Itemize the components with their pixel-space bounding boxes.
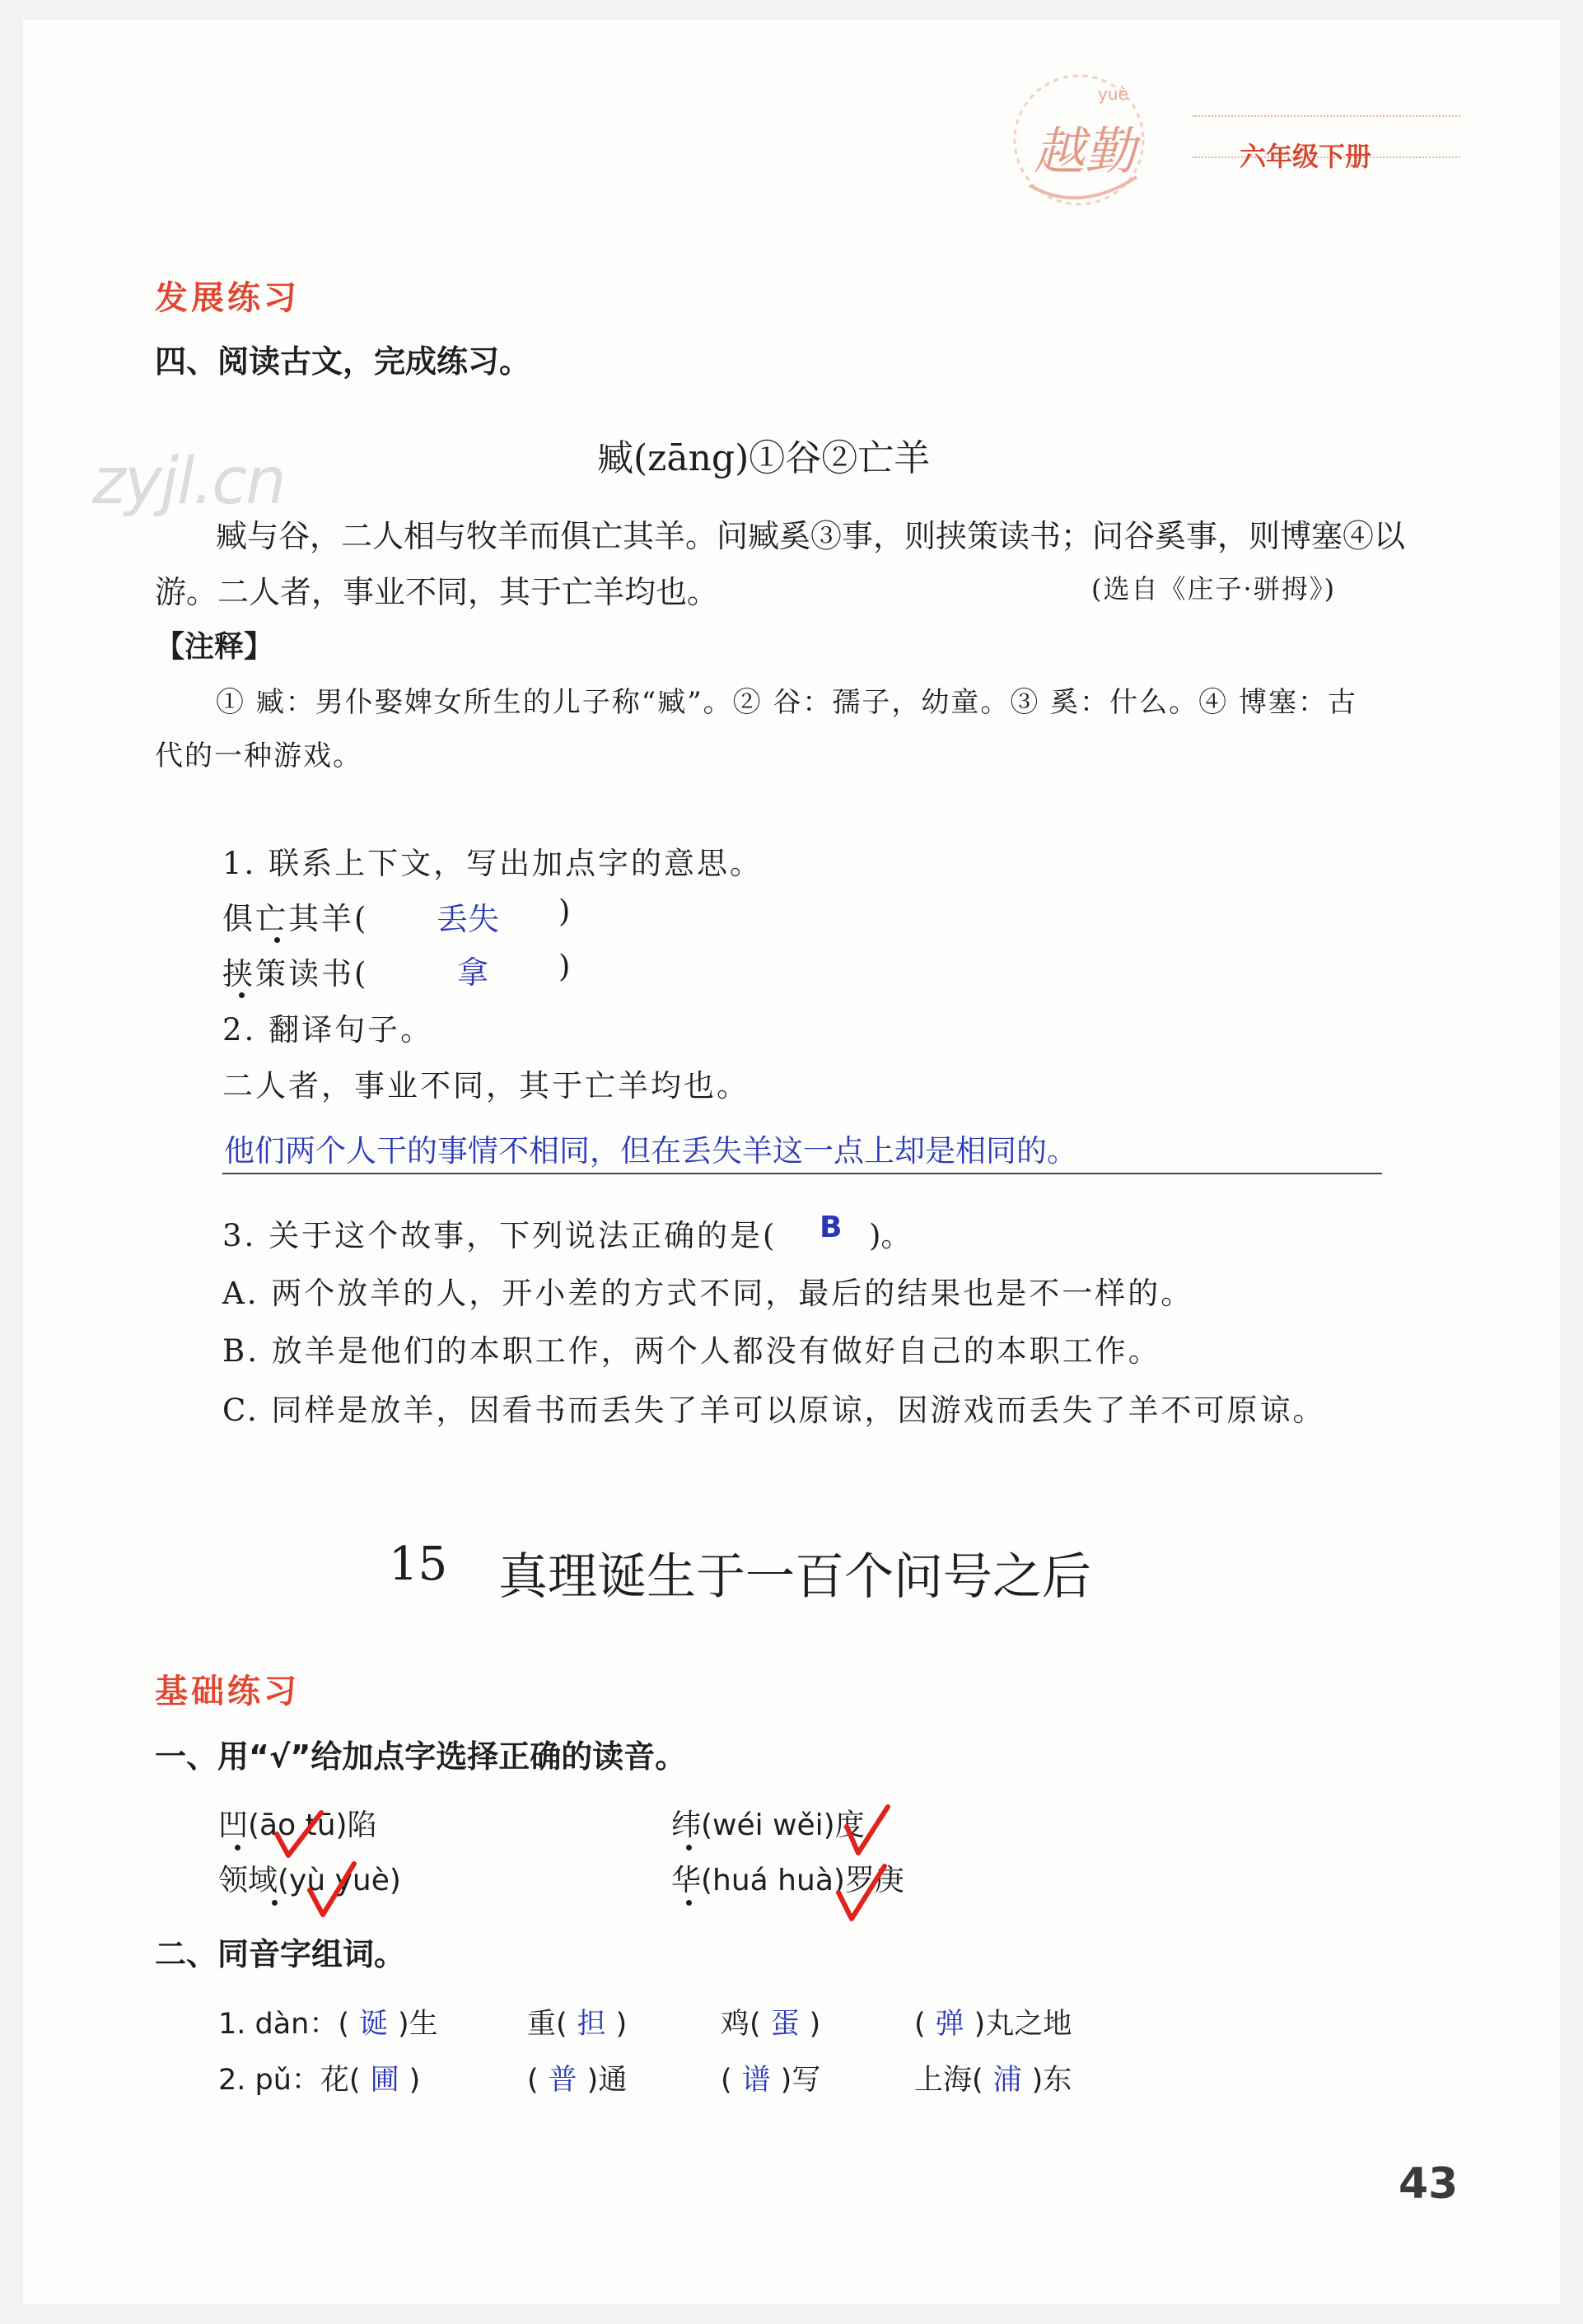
emphasis-dot: [274, 937, 280, 943]
q1a-prefix: 俱亡其羊(: [222, 901, 369, 936]
homophone-item: 鸡( 蛋 ): [721, 2008, 821, 2041]
q1a-suffix: ): [558, 894, 571, 929]
emphasis-dot: [272, 1900, 278, 1906]
logo-text: 越勤: [1034, 121, 1137, 181]
poem-title: 臧(zāng)①谷②亡羊: [597, 437, 931, 479]
emphasis-dot: [235, 1845, 240, 1850]
answer-line: [222, 1173, 1382, 1174]
q1b-suffix: ): [558, 949, 571, 984]
page-number: 43: [1399, 2159, 1459, 2209]
homophone-item: ( 谱 )写: [721, 2064, 821, 2097]
watermark: zyjl.cn: [92, 445, 285, 519]
q1b-answer: 拿: [457, 954, 489, 991]
svg-text:yuè: yuè: [1098, 84, 1128, 104]
option-a: A. 两个放羊的人，开小差的方式不同，最后的结果也是不一样的。: [222, 1276, 1194, 1311]
pronunciation-item: 华(huá huà)罗庚: [671, 1864, 904, 1897]
check-mark-icon: [838, 1802, 896, 1864]
notes-label: 【注释】: [155, 630, 274, 664]
q2-sentence: 二人者，事业不同，其于亡羊均也。: [222, 1068, 749, 1104]
lesson-title: 真理诞生于一百个问号之后: [498, 1548, 1091, 1606]
homophone-item: ( 普 )通: [527, 2064, 628, 2097]
pronunciation-item: 领域(yù yuè): [218, 1864, 401, 1897]
homophone-item: 重( 担 ): [527, 2008, 628, 2041]
emphasis-dot: [239, 992, 245, 998]
emphasis-dot: [686, 1845, 692, 1850]
section-title-development: 发展练习: [155, 279, 300, 317]
source-citation: (选自《庄子·骈拇》): [1091, 573, 1337, 604]
homophone-item: 上海( 浦 )东: [914, 2064, 1072, 2097]
option-c: C. 同样是放羊，因看书而丢失了羊可以原谅，因游戏而丢失了羊不可原谅。: [222, 1393, 1326, 1428]
q3-answer: B: [820, 1211, 843, 1244]
basic-question-2: 二、同音字组词。: [155, 1936, 406, 1972]
q3-suffix: )。: [869, 1218, 912, 1253]
grade-label: 六年级下册: [1240, 141, 1372, 172]
question-4: 四、阅读古文，完成练习。: [155, 343, 531, 380]
notes-line-1: ① 臧：男仆娶婢女所生的儿子称“臧”。② 谷：孺子，幼童。③ 奚：什么。④ 博塞：古: [216, 686, 1357, 719]
brand-logo: [1001, 70, 1157, 218]
check-mark-icon: [830, 1860, 896, 1925]
q2-answer: 他们两个人干的事情不相同，但在丢失羊这一点上却是相同的。: [224, 1133, 1077, 1169]
q1b-prefix: 挟策读书(: [222, 956, 369, 992]
sub-question-2: 2. 翻译句子。: [222, 1012, 434, 1048]
option-b: B. 放羊是他们的本职工作，两个人都没有做好自己的本职工作。: [222, 1333, 1161, 1369]
q3-prefix: 3. 关于这个故事，下列说法正确的是(: [222, 1218, 777, 1253]
check-mark-icon: [303, 1857, 361, 1923]
homophone-item: 2. pǔ：花( 圃 ): [218, 2064, 421, 2097]
lesson-number: 15: [389, 1538, 448, 1591]
emphasis-dot: [686, 1900, 692, 1906]
homophone-item: 1. dàn：( 诞 )生: [218, 2008, 438, 2041]
q1a-answer: 丢失: [437, 901, 500, 937]
poem-line-2: 游。二人者，事业不同，其于亡羊均也。: [155, 574, 719, 610]
section-title-basic: 基础练习: [155, 1673, 300, 1710]
sub-question-1: 1. 联系上下文，写出加点字的意思。: [222, 846, 763, 881]
poem-line-1: 臧与谷，二人相与牧羊而俱亡其羊。问臧奚③事，则挟策读书；问谷奚事，则博塞④以: [216, 518, 1406, 554]
pronunciation-item: 纬(wéi wěi)度: [671, 1808, 865, 1842]
notes-line-2: 代的一种游戏。: [155, 740, 362, 772]
homophone-item: ( 弹 )丸之地: [914, 2008, 1072, 2041]
basic-question-1: 一、用“√”给加点字选择正确的读音。: [155, 1738, 687, 1775]
pronunciation-item: 凹(āo tū)陷: [218, 1808, 377, 1842]
